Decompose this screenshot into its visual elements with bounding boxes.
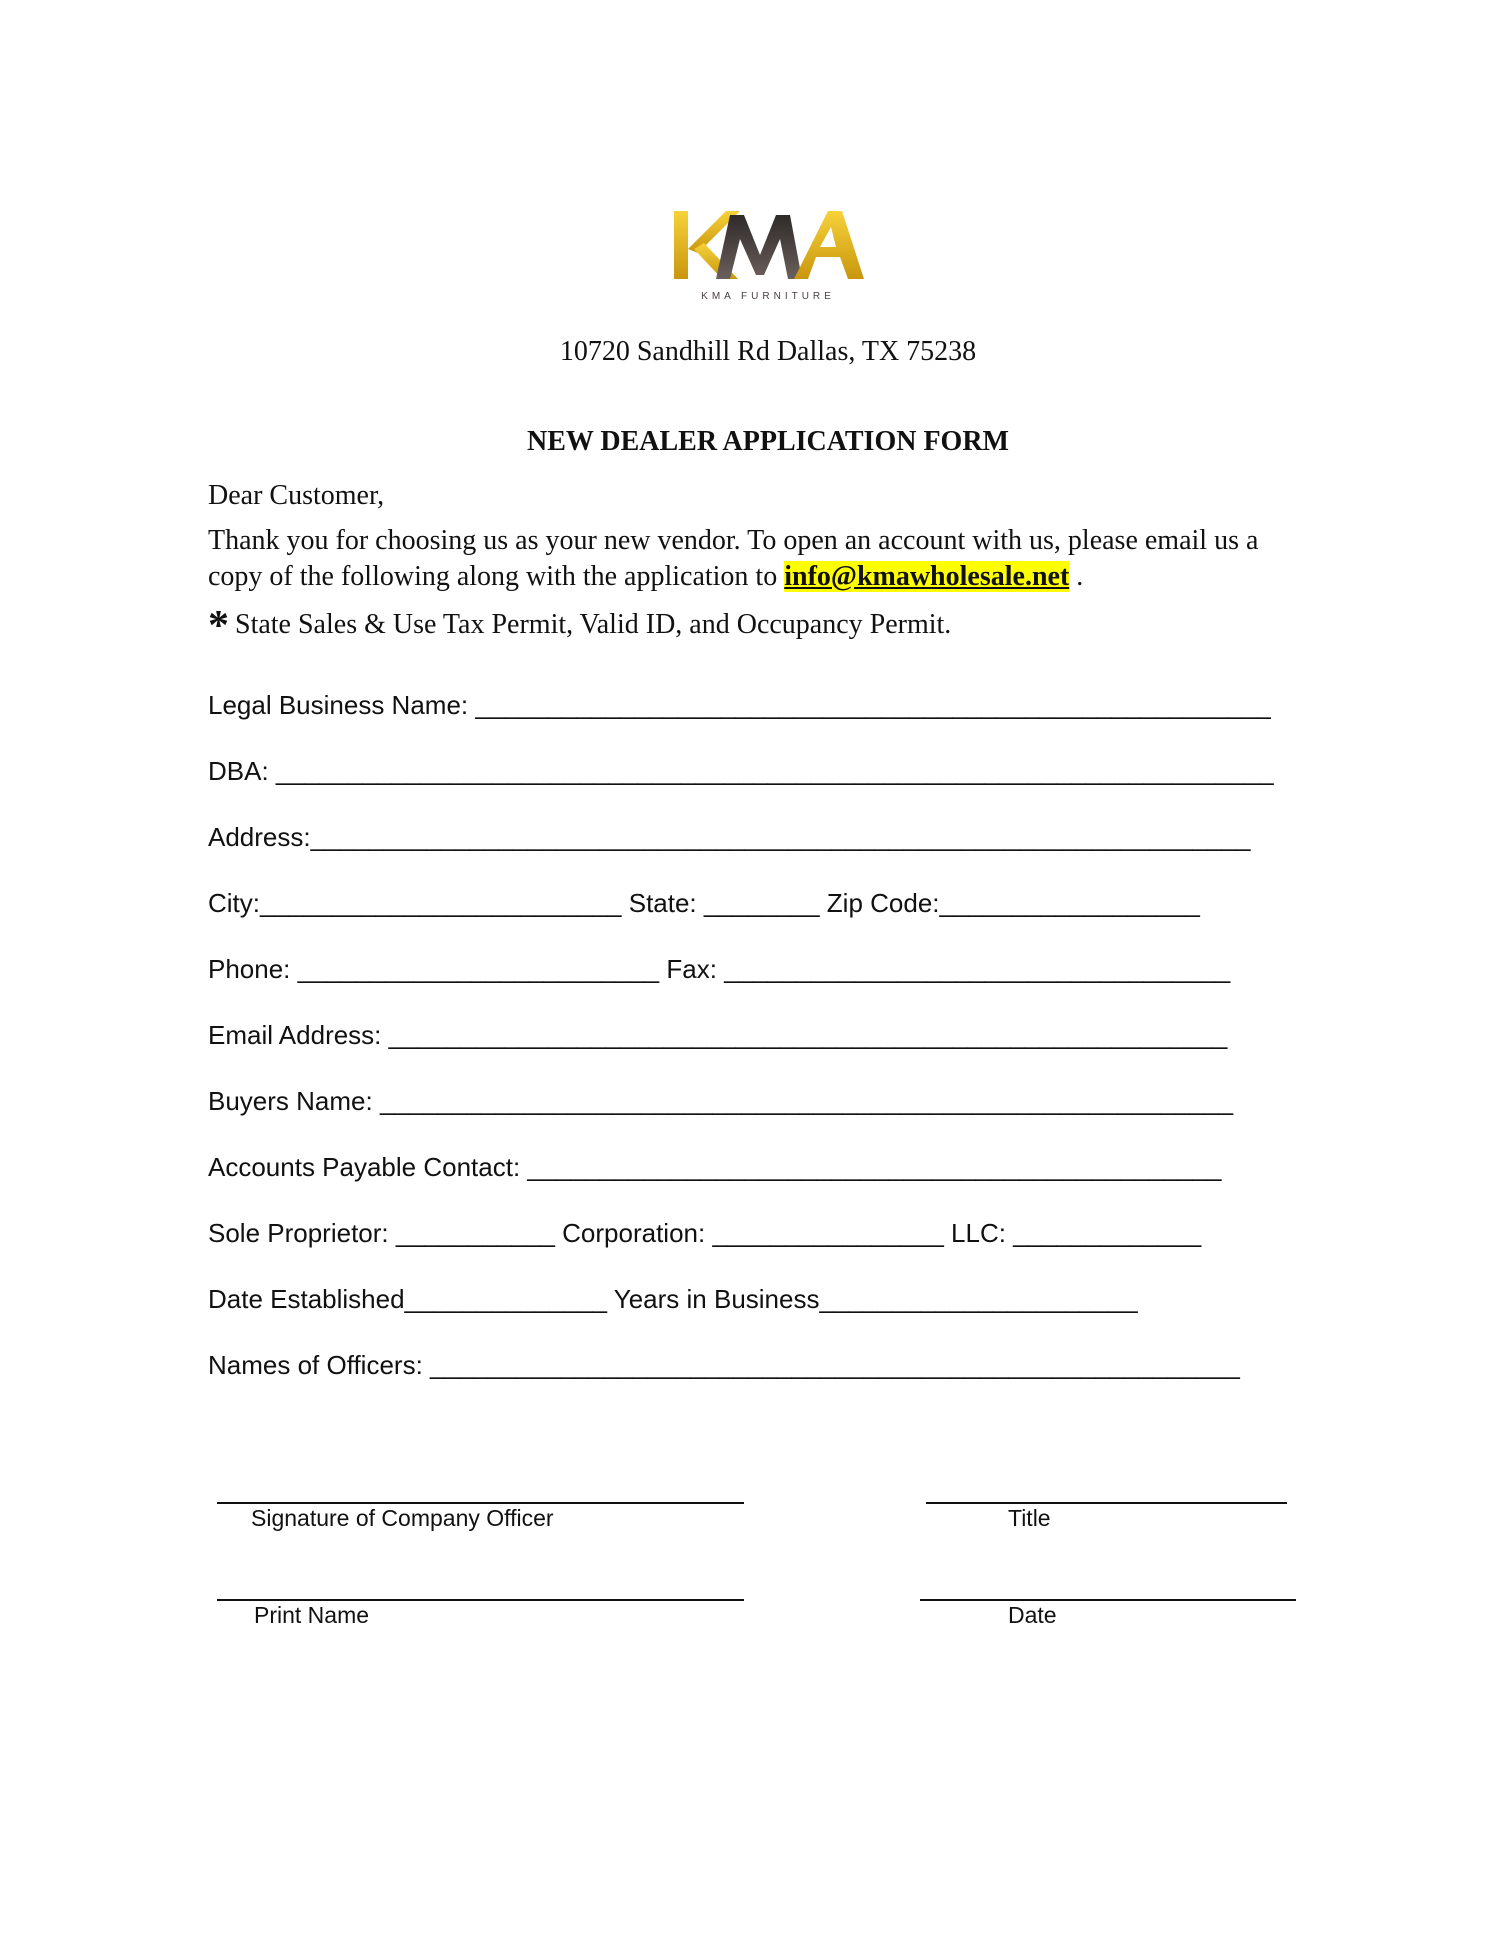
print-name-line[interactable]: [217, 1599, 744, 1601]
intro-text: Thank you for choosing us as your new vendor. To open an account with us, please email us a copy of the following along with the application to: [208, 525, 1259, 592]
requirements-text: State Sales & Use Tax Permit, Valid ID, and Occupancy Permit.: [235, 609, 952, 640]
officers-field[interactable]: Names of Officers: ________________________________________________________: [208, 1350, 1240, 1380]
legal-business-name-field[interactable]: Legal Business Name: _______________________________________________________: [208, 690, 1271, 720]
date-label: Date: [1008, 1602, 1057, 1628]
entity-type-fields[interactable]: Sole Proprietor: ___________ Corporation: ________________ LLC: _____________: [208, 1218, 1202, 1248]
logo-subtext: KMA FURNITURE: [701, 291, 835, 302]
date-line[interactable]: [920, 1599, 1296, 1601]
title-label: Title: [1008, 1505, 1051, 1531]
email-link[interactable]: info@kmawholesale.net: [784, 561, 1070, 592]
date-years-fields[interactable]: Date Established______________ Years in Business______________________: [208, 1284, 1138, 1314]
print-name-label: Print Name: [254, 1602, 370, 1628]
logo-m: [716, 215, 802, 279]
form-title: NEW DEALER APPLICATION FORM: [526, 426, 1009, 457]
requirements-note: [208, 602, 951, 650]
greeting: Dear Customer,: [208, 480, 385, 511]
asterisk-marker: *: [208, 603, 229, 649]
logo-k-stem: [674, 211, 688, 279]
signature-label: Signature of Company Officer: [251, 1505, 554, 1531]
kma-logo: [668, 205, 868, 305]
intro-end: .: [1069, 561, 1084, 592]
email-address-field[interactable]: Email Address: __________________________________________________________: [208, 1020, 1228, 1050]
buyers-name-field[interactable]: Buyers Name: ___________________________________________________________: [208, 1086, 1234, 1116]
accounts-payable-field[interactable]: Accounts Payable Contact: ________________________________________________: [208, 1152, 1222, 1182]
address-field[interactable]: Address:_________________________________________________________________: [208, 822, 1251, 852]
phone-fax-fields[interactable]: Phone: _________________________ Fax: ___________________________________: [208, 954, 1231, 984]
city-state-zip-fields[interactable]: City:_________________________ State: ________ Zip Code:__________________: [208, 888, 1200, 918]
company-address: 10720 Sandhill Rd Dallas, TX 75238: [559, 336, 977, 367]
title-line[interactable]: [926, 1502, 1287, 1504]
dba-field[interactable]: DBA: _____________________________________________________________________: [208, 756, 1274, 786]
signature-line[interactable]: [217, 1502, 744, 1504]
intro-paragraph: [208, 523, 1288, 595]
